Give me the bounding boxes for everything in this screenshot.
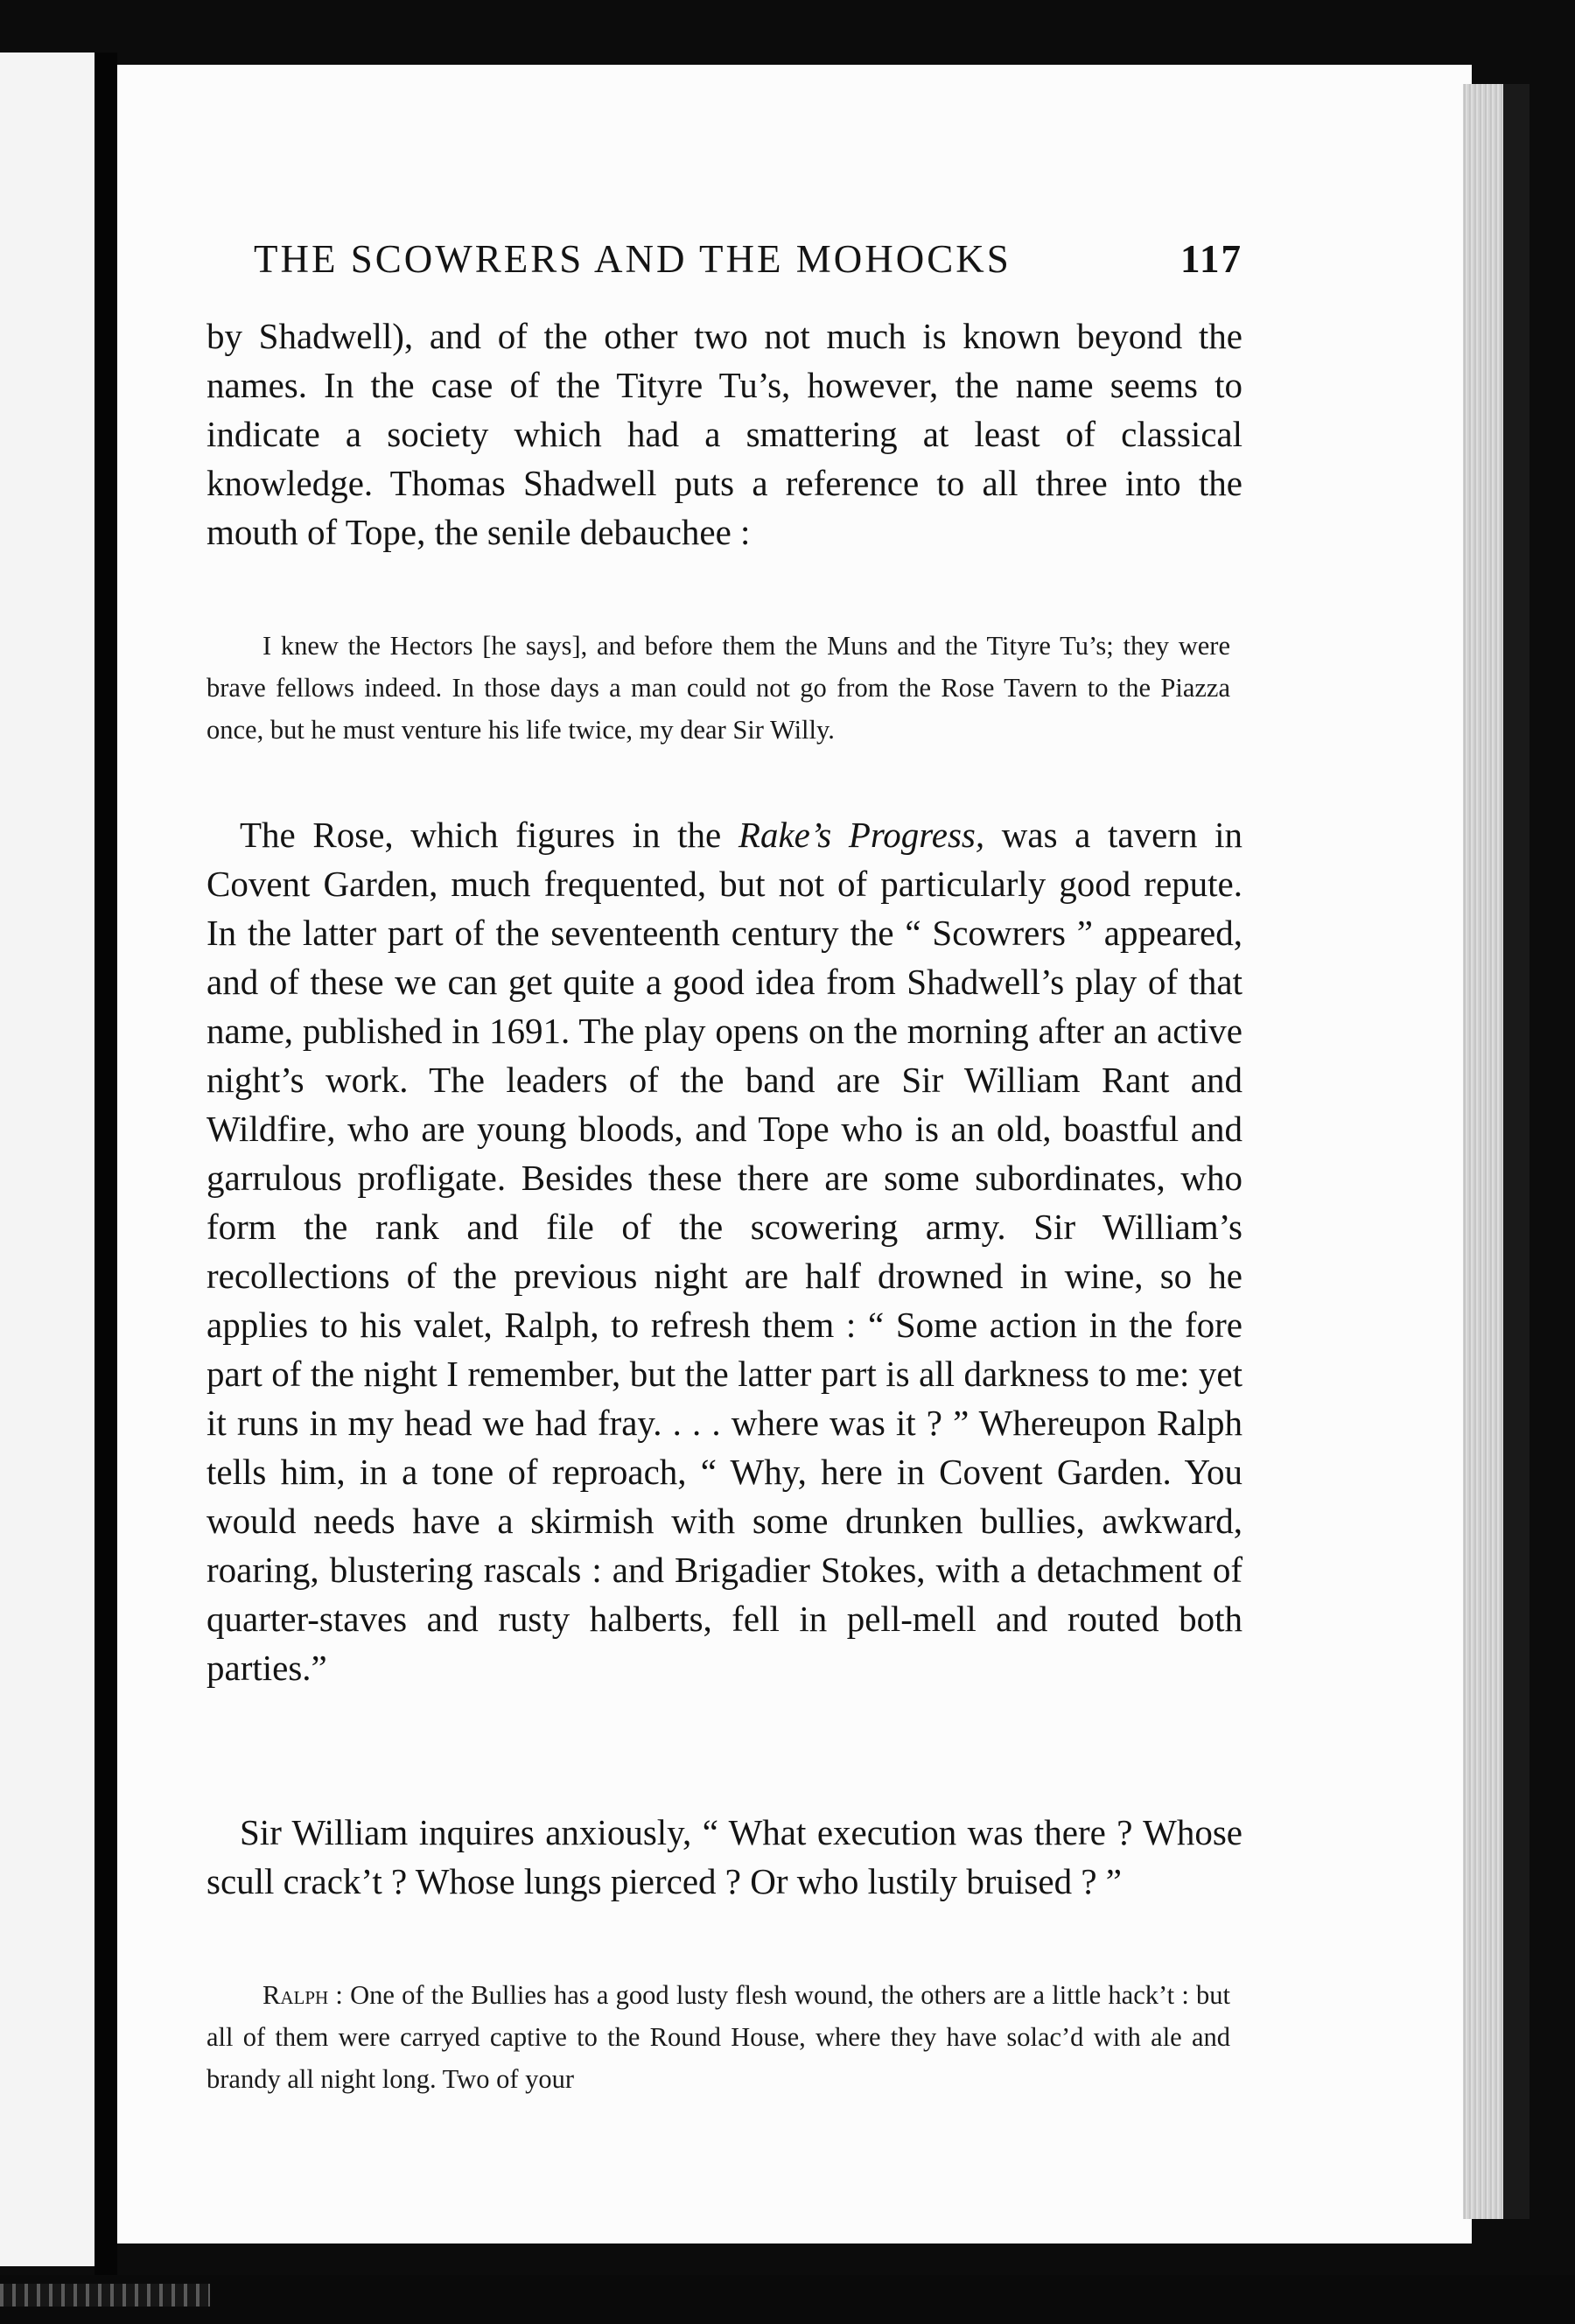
block-quote-1: I knew the Hectors [he says], and before them the Muns and the Tityre Tu’s; they were brave fellows indeed. In those days a man could not go from the Rose Tavern to the Piazza once, but he must venture his life twice, my dear Sir Willy. (206, 631, 1230, 745)
book-gutter (94, 52, 117, 2275)
paragraph-1: by Shadwell), and of the other two not much is known beyond the names. In the case of the Tityre Tu’s, however, the name seems to indicate a society which had a smattering at least of classical knowledge. Thomas Shadwell puts a reference to all three into the mouth of Tope, the senile debauchee : (206, 316, 1242, 552)
quote-speaker: Ralph (262, 1980, 329, 2010)
paragraph-2-rest: was a tavern in Covent Garden, much frequented, but not of particularly good repute. In the latter part of the seventeenth century the “ Scowrers ” appeared, and of these we can get quite a good idea from Shadwell’s play of that name, published in 1691. The play opens on the morning after an active night’s work. The leaders of the band are Sir William Rant and Wildfire, who are young bloods, and Tope who is an old, boastful and garrulous profligate. Besides these there are some subordinates, who form the rank and file of the scowering army. Sir William’s recollections of the previous night are half drowned in wine, so he applies to his valet, Ralph, to refresh them : “ Some action in the fore part of the night I remember, but the latter part is all darkness to me: yet it runs in my head we had fray. . . . where was it ? ” Whereupon Ralph tells him, in a tone of reproach, “ Why, here in Covent Garden. You would needs have a skirmish with some drunken bullies, awkward, roaring, blustering rascals : and Brigadier Stokes, with a detachment of quarter-staves and rusty halberts, fell in pell-mell and routed both parties.” (206, 815, 1242, 1688)
paragraph-2 (206, 810, 1242, 1692)
running-head (254, 236, 1242, 292)
scan-bottom-border (0, 2275, 1575, 2324)
page-fore-edge (1463, 84, 1503, 2219)
book-cover-edge (1503, 84, 1530, 2219)
page-number: 117 (1180, 237, 1242, 281)
paragraph-2-lead: The Rose, which figures in the (240, 815, 738, 855)
quote-2-text: : One of the Bullies has a good lusty flesh wound, the others are a little hack’t : but all of them were carryed captive to the Round House, where they have solac’d with ale and brandy all night long. Two of your (206, 1980, 1230, 2094)
running-head-title: THE SCOWRERS AND THE MOHOCKS (254, 237, 1012, 281)
scan-ruler-marks (0, 2284, 210, 2306)
paragraph-3: Sir William inquires anxiously, “ What execution was there ? Whose scull crack’t ? Whose lungs pierced ? Or who lustily bruised ? ” (206, 1812, 1242, 1901)
block-quote-2 (206, 1974, 1230, 2100)
left-page-edge (0, 52, 96, 2266)
paragraph-2-italic-title: Rake’s Progress, (738, 815, 985, 855)
